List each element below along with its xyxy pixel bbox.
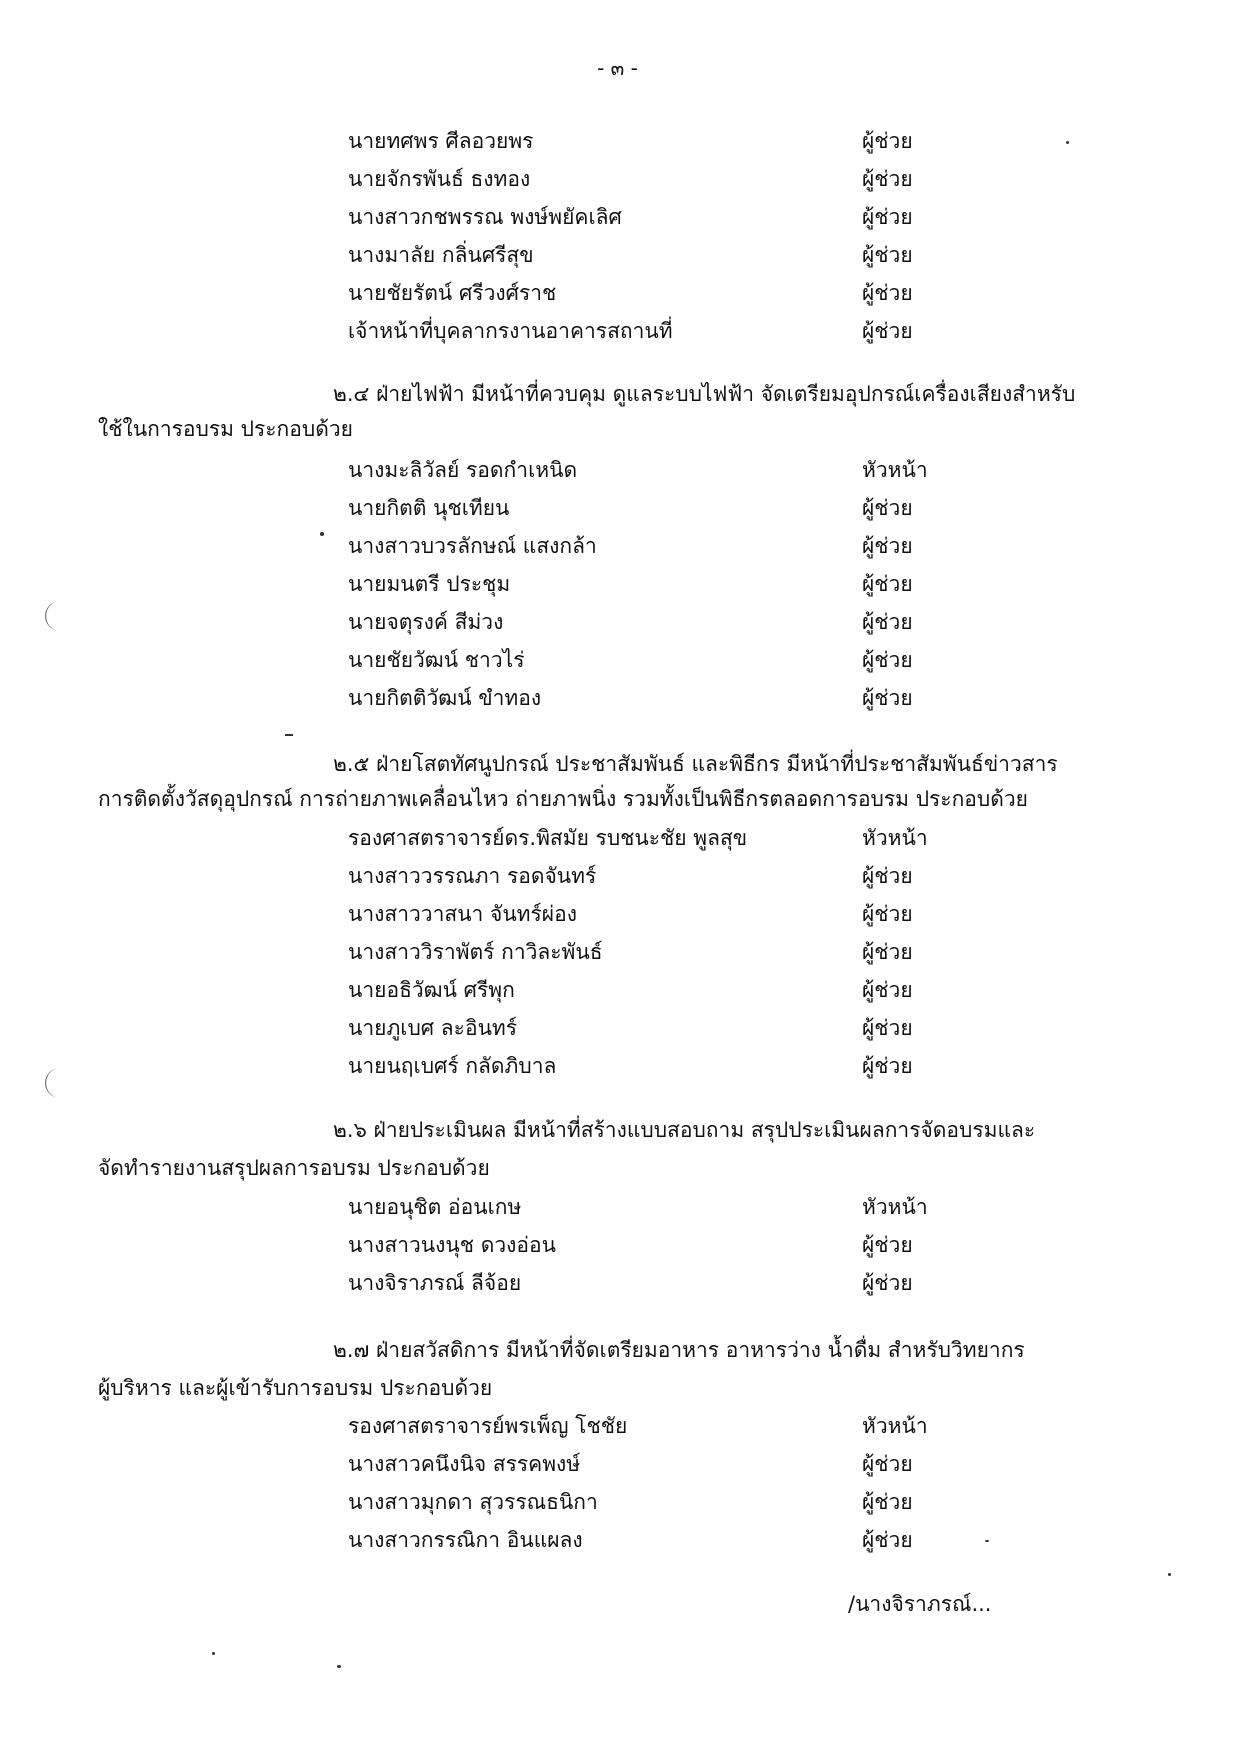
member-role: ผู้ช่วย xyxy=(862,1016,913,1040)
member-role: ผู้ช่วย xyxy=(862,205,913,229)
member-name: นายทศพร ศีลอวยพร xyxy=(348,129,534,153)
member-role: ผู้ช่วย xyxy=(862,1490,913,1514)
member-name: นายจักรพันธ์ ธงทอง xyxy=(348,167,531,191)
member-name: นางมะลิวัลย์ รอดกำเหนิด xyxy=(348,458,578,482)
member-role: ผู้ช่วย xyxy=(862,1271,913,1295)
punch-hole-icon xyxy=(38,1065,68,1101)
member-role: หัวหน้า xyxy=(862,458,928,482)
member-role: ผู้ช่วย xyxy=(862,319,913,343)
section-heading-cont: ผู้บริหาร และผู้เข้ารับการอบรม ประกอบด้วย xyxy=(98,1376,493,1400)
section-heading: ๒.๖ ฝ่ายประเมินผล มีหน้าที่สร้างแบบสอบถาม สรุปประเมินผลการจัดอบรมและ xyxy=(333,1118,1036,1142)
member-name: นางสาววรรณภา รอดจันทร์ xyxy=(348,864,597,888)
continuation-note: /นางจิราภรณ์... xyxy=(848,1592,992,1616)
member-name: นายภูเบศ ละอินทร์ xyxy=(348,1016,518,1040)
member-role: ผู้ช่วย xyxy=(862,1233,913,1257)
member-name: นายอนุชิต อ่อนเกษ xyxy=(348,1195,522,1219)
scan-speck xyxy=(212,1652,215,1655)
scan-speck xyxy=(1168,1573,1171,1576)
member-name: นางสาวมุกดา สุวรรณธนิกา xyxy=(348,1490,598,1514)
member-name: เจ้าหน้าที่บุคลากรงานอาคารสถานที่ xyxy=(348,319,673,343)
member-role: ผู้ช่วย xyxy=(862,648,913,672)
member-role: ผู้ช่วย xyxy=(862,281,913,305)
member-role: ผู้ช่วย xyxy=(862,864,913,888)
scan-speck xyxy=(985,1540,989,1542)
member-role: ผู้ช่วย xyxy=(862,978,913,1002)
section-heading-cont: การติดตั้งวัสดุอุปกรณ์ การถ่ายภาพเคลื่อนไหว ถ่ายภาพนิ่ง รวมทั้งเป็นพิธีกรตลอดการอบรม ประกอบด้วย xyxy=(98,787,1028,811)
member-role: ผู้ช่วย xyxy=(862,610,913,634)
member-name: นางสาวนงนุช ดวงอ่อน xyxy=(348,1233,556,1257)
member-role: ผู้ช่วย xyxy=(862,243,913,267)
member-name: นางสาววิราพัตร์ กาวิละพันธ์ xyxy=(348,940,603,964)
member-name: นายกิตติ นุชเทียน xyxy=(348,496,510,520)
member-role: ผู้ช่วย xyxy=(862,1054,913,1078)
member-role: ผู้ช่วย xyxy=(862,129,913,153)
section-heading-cont: จัดทำรายงานสรุปผลการอบรม ประกอบด้วย xyxy=(98,1156,490,1180)
member-name: นางสาวกชพรรณ พงษ์พยัคเลิศ xyxy=(348,205,622,229)
member-role: หัวหน้า xyxy=(862,1414,928,1438)
member-name: นายกิตติวัฒน์ ขำทอง xyxy=(348,686,542,710)
member-role: ผู้ช่วย xyxy=(862,940,913,964)
member-name: นายจตุรงค์ สีม่วง xyxy=(348,610,504,634)
member-name: นางมาลัย กลิ่นศรีสุข xyxy=(348,243,534,267)
member-name: นางสาววาสนา จันทร์ผ่อง xyxy=(348,902,577,926)
member-role: ผู้ช่วย xyxy=(862,167,913,191)
section-heading: ๒.๔ ฝ่ายไฟฟ้า มีหน้าที่ควบคุม ดูแลระบบไฟฟ้า จัดเตรียมอุปกรณ์เครื่องเสียงสำหรับ xyxy=(333,382,1076,406)
member-name: รองศาสตราจารย์ดร.พิสมัย รบชนะชัย พูลสุข xyxy=(348,826,748,850)
page-number: - ๓ - xyxy=(597,56,638,80)
member-name: รองศาสตราจารย์พรเพ็ญ โชชัย xyxy=(348,1414,628,1438)
member-name: นายชัยวัฒน์ ชาวไร่ xyxy=(348,648,525,672)
member-role: หัวหน้า xyxy=(862,1195,928,1219)
member-name: นายมนตรี ประชุม xyxy=(348,572,511,596)
scan-speck xyxy=(337,1665,341,1668)
member-role: ผู้ช่วย xyxy=(862,686,913,710)
section-heading-cont: ใช้ในการอบรม ประกอบด้วย xyxy=(98,417,353,441)
scan-speck xyxy=(320,532,324,536)
member-role: ผู้ช่วย xyxy=(862,534,913,558)
member-role: หัวหน้า xyxy=(862,826,928,850)
member-name: นางจิราภรณ์ ลีจ้อย xyxy=(348,1271,522,1295)
member-name: นางสาวบวรลักษณ์ แสงกล้า xyxy=(348,534,597,558)
member-role: ผู้ช่วย xyxy=(862,902,913,926)
scan-speck xyxy=(285,734,293,736)
member-name: นายนฤเบศร์ กลัดภิบาล xyxy=(348,1054,557,1078)
punch-hole-icon xyxy=(38,598,68,634)
member-name: นายชัยรัตน์ ศรีวงศ์ราช xyxy=(348,281,557,305)
member-role: ผู้ช่วย xyxy=(862,496,913,520)
member-role: ผู้ช่วย xyxy=(862,1452,913,1476)
scan-speck xyxy=(1066,141,1069,144)
member-name: นางสาวคนึงนิจ สรรคพงษ์ xyxy=(348,1452,581,1476)
member-name: นายอธิวัฒน์ ศรีพุก xyxy=(348,978,515,1002)
section-heading: ๒.๗ ฝ่ายสวัสดิการ มีหน้าที่จัดเตรียมอาหาร อาหารว่าง น้ำดื่ม สำหรับวิทยากร xyxy=(333,1338,1025,1362)
member-role: ผู้ช่วย xyxy=(862,572,913,596)
member-name: นางสาวกรรณิกา อินแผลง xyxy=(348,1528,583,1552)
member-role: ผู้ช่วย xyxy=(862,1528,913,1552)
section-heading: ๒.๕ ฝ่ายโสตทัศนูปกรณ์ ประชาสัมพันธ์ และพิธีกร มีหน้าที่ประชาสัมพันธ์ข่าวสาร xyxy=(333,752,1058,776)
